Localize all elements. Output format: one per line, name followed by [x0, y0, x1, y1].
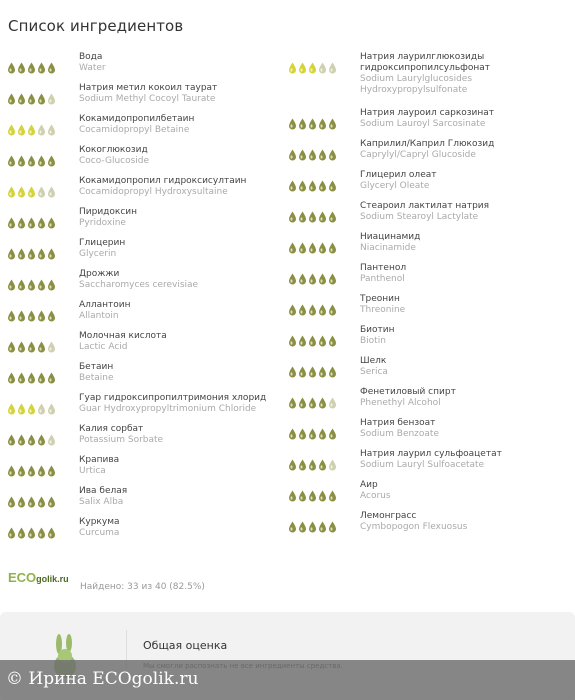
ingredient-name-ru: Лемонграсс	[360, 511, 417, 521]
drop-icon	[288, 428, 297, 439]
rating-drops	[7, 496, 79, 507]
ingredient-name-ru: Ниацинамид	[360, 232, 421, 242]
ingredient-row[interactable]	[7, 207, 137, 229]
drop-icon	[318, 118, 327, 129]
drop-icon	[288, 304, 297, 315]
drop-icon	[308, 211, 317, 222]
drop-icon	[27, 341, 36, 352]
ingredient-name-en: Cymbopogon Flexuosus	[360, 522, 468, 532]
drop-icon	[328, 273, 337, 284]
rating-drops	[7, 62, 79, 73]
drop-icon	[47, 465, 56, 476]
rating-drops	[288, 304, 360, 315]
drop-icon	[288, 335, 297, 346]
drop-icon	[47, 434, 56, 445]
drop-icon	[298, 304, 307, 315]
drop-icon	[7, 341, 16, 352]
drop-icon	[17, 217, 26, 228]
drop-icon	[298, 397, 307, 408]
drop-icon	[47, 248, 56, 259]
drop-icon	[37, 465, 46, 476]
rating-drops	[7, 155, 79, 166]
drop-icon	[318, 490, 327, 501]
drop-icon	[47, 217, 56, 228]
overall-rating-title: Общая оценка	[143, 639, 228, 652]
drop-icon	[328, 459, 337, 470]
drop-icon	[47, 155, 56, 166]
ingredient-name-ru: Треонин	[360, 294, 400, 304]
drop-icon	[37, 372, 46, 383]
drop-icon	[27, 217, 36, 228]
ingredient-row[interactable]	[7, 83, 217, 105]
rating-drops	[288, 180, 360, 191]
drop-icon	[288, 149, 297, 160]
ingredient-row[interactable]	[288, 387, 456, 409]
ingredient-row[interactable]	[7, 362, 114, 384]
ecogolik-logo[interactable]	[8, 570, 69, 585]
ingredient-name-en: Urtica	[79, 466, 106, 476]
ingredient-name-ru: Натрия лаурил сульфоацетат	[360, 449, 502, 459]
drop-icon	[37, 496, 46, 507]
drop-icon	[308, 521, 317, 532]
ingredient-name-ru: Кокамидопропилбетаин	[79, 114, 195, 124]
ingredient-name-en: Salix Alba	[79, 497, 124, 507]
ingredient-name-ru: Ива белая	[79, 486, 128, 496]
ingredient-name-en: Allantoin	[79, 311, 119, 321]
ingredient-name-ru: Биотин	[360, 325, 395, 335]
drop-icon	[298, 521, 307, 532]
ingredient-row[interactable]	[288, 139, 494, 161]
drop-icon	[318, 149, 327, 160]
drop-icon	[308, 149, 317, 160]
drop-icon	[37, 217, 46, 228]
page-title: Список ингредиентов	[8, 17, 184, 35]
ingredient-name-ru: Вода	[79, 52, 103, 62]
drop-icon	[298, 242, 307, 253]
drop-icon	[298, 335, 307, 346]
ingredient-row[interactable]	[7, 238, 125, 260]
rating-drops	[288, 366, 360, 377]
ingredient-name-ru: Шелк	[360, 356, 387, 366]
ingredient-name-ru: Бетаин	[79, 362, 114, 372]
ingredient-name-en: Sodium Stearoyl Lactylate	[360, 212, 479, 222]
ingredient-row[interactable]	[7, 455, 119, 477]
drop-icon	[328, 242, 337, 253]
drop-icon	[298, 62, 307, 73]
drop-icon	[7, 465, 16, 476]
rating-drops	[7, 186, 79, 197]
drop-icon	[298, 118, 307, 129]
ingredient-name-en: Lactic Acid	[79, 342, 128, 352]
drop-icon	[17, 248, 26, 259]
drop-icon	[37, 62, 46, 73]
rating-drops	[288, 211, 360, 222]
drop-icon	[47, 527, 56, 538]
drop-icon	[288, 62, 297, 73]
ingredient-name-ru: Кокамидопропил гидроксисултаин	[79, 176, 247, 186]
ingredient-name-en: Potassium Sorbate	[79, 435, 164, 445]
drop-icon	[308, 304, 317, 315]
watermark-footer	[0, 660, 575, 700]
drop-icon	[328, 335, 337, 346]
drop-icon	[7, 279, 16, 290]
drop-icon	[308, 428, 317, 439]
drop-icon	[328, 180, 337, 191]
drop-icon	[318, 242, 327, 253]
drop-icon	[328, 304, 337, 315]
drop-icon	[17, 496, 26, 507]
rating-drops	[288, 521, 360, 532]
ingredient-name-en: Curcuma	[79, 528, 120, 538]
ingredient-name-ru: Фенетиловый спирт	[360, 387, 456, 397]
drop-icon	[27, 248, 36, 259]
drop-icon	[7, 248, 16, 259]
drop-icon	[47, 372, 56, 383]
drop-icon	[27, 62, 36, 73]
drop-icon	[47, 341, 56, 352]
drop-icon	[288, 273, 297, 284]
ingredient-row[interactable]	[288, 232, 420, 254]
drop-icon	[318, 211, 327, 222]
ingredient-name-en: Sodium Laurylglucosides Hydroxypropylsulfonate	[360, 74, 473, 95]
drop-icon	[318, 428, 327, 439]
ingredient-name-ru: Дрожжи	[79, 269, 120, 279]
drop-icon	[47, 93, 56, 104]
drop-icon	[7, 496, 16, 507]
ingredient-name-en: Biotin	[360, 336, 386, 346]
drop-icon	[27, 434, 36, 445]
rating-drops	[7, 434, 79, 445]
ingredient-name-ru: Аллантоин	[79, 300, 131, 310]
drop-icon	[37, 527, 46, 538]
drop-icon	[308, 459, 317, 470]
drop-icon	[17, 527, 26, 538]
ingredient-name-en: Saccharomyces cerevisiae	[79, 280, 199, 290]
rating-drops	[288, 490, 360, 501]
ingredient-name-ru: Пантенол	[360, 263, 407, 273]
rating-drops	[288, 62, 360, 73]
logo-golik-text: golik.ru	[36, 574, 69, 584]
drop-icon	[308, 118, 317, 129]
drop-icon	[308, 397, 317, 408]
ingredient-row[interactable]	[7, 517, 120, 539]
drop-icon	[328, 521, 337, 532]
ingredient-row[interactable]	[7, 145, 149, 167]
drop-icon	[17, 93, 26, 104]
drop-icon	[288, 118, 297, 129]
drop-icon	[288, 242, 297, 253]
drop-icon	[7, 155, 16, 166]
rating-drops	[288, 149, 360, 160]
drop-icon	[298, 428, 307, 439]
ingredient-row[interactable]	[288, 263, 406, 285]
ingredient-row[interactable]	[288, 325, 395, 347]
ingredient-row[interactable]	[288, 356, 388, 378]
ingredient-name-ru: Натрия лаурилглюкозиды гидроксипропилсульфонат	[360, 52, 491, 73]
ingredient-name-ru: Глицерин	[79, 238, 126, 248]
drop-icon	[17, 62, 26, 73]
ingredient-name-en: Phenethyl Alcohol	[360, 398, 441, 408]
ingredient-name-ru: Натрия бензоат	[360, 418, 436, 428]
ingredient-name-en: Caprylyl/Capryl Glucoside	[360, 150, 476, 160]
drop-icon	[27, 403, 36, 414]
ingredient-name-ru: Кокоглюкозид	[79, 145, 148, 155]
drop-icon	[318, 397, 327, 408]
drop-icon	[298, 490, 307, 501]
ingredient-row[interactable]	[288, 170, 436, 192]
drop-icon	[328, 366, 337, 377]
drop-icon	[27, 465, 36, 476]
drop-icon	[298, 459, 307, 470]
rating-drops	[7, 279, 79, 290]
drop-icon	[298, 211, 307, 222]
ingredient-name-en: Water	[79, 63, 106, 73]
ingredient-name-ru: Глицерил олеат	[360, 170, 437, 180]
rating-drops	[288, 273, 360, 284]
drop-icon	[17, 124, 26, 135]
rating-drops	[288, 428, 360, 439]
drop-icon	[27, 279, 36, 290]
drop-icon	[47, 279, 56, 290]
rating-drops	[7, 310, 79, 321]
drop-icon	[328, 149, 337, 160]
drop-icon	[308, 242, 317, 253]
rating-drops	[288, 335, 360, 346]
ingredient-name-en: Sodium Benzoate	[360, 429, 439, 439]
ingredient-name-en: Panthenol	[360, 274, 405, 284]
drop-icon	[37, 279, 46, 290]
rating-drops	[7, 93, 79, 104]
rating-drops	[7, 217, 79, 228]
rating-drops	[288, 242, 360, 253]
drop-icon	[328, 118, 337, 129]
ingredient-name-en: Acorus	[360, 491, 391, 501]
drop-icon	[288, 521, 297, 532]
ingredient-row[interactable]	[7, 424, 163, 446]
drop-icon	[318, 180, 327, 191]
ingredient-name-ru: Куркума	[79, 517, 120, 527]
ingredient-name-en: Sodium Lauryl Sulfoacetate	[360, 460, 485, 470]
drop-icon	[318, 459, 327, 470]
drop-icon	[27, 93, 36, 104]
drop-icon	[288, 180, 297, 191]
drop-icon	[17, 186, 26, 197]
drop-icon	[17, 279, 26, 290]
ingredient-row[interactable]	[288, 108, 494, 130]
drop-icon	[288, 397, 297, 408]
drop-icon	[288, 366, 297, 377]
drop-icon	[17, 155, 26, 166]
drop-icon	[318, 273, 327, 284]
drop-icon	[37, 155, 46, 166]
rating-drops	[288, 118, 360, 129]
ingredient-name-en: Cocamidopropyl Hydroxysultaine	[79, 187, 228, 197]
drop-icon	[7, 186, 16, 197]
drop-icon	[17, 434, 26, 445]
drop-icon	[288, 211, 297, 222]
drop-icon	[7, 403, 16, 414]
ingredient-name-ru: Аир	[360, 480, 378, 490]
ingredient-row[interactable]	[288, 511, 467, 533]
drop-icon	[7, 310, 16, 321]
ingredient-name-ru: Каприлил/Каприл Глюкозид	[360, 139, 495, 149]
drop-icon	[328, 490, 337, 501]
drop-icon	[37, 124, 46, 135]
drop-icon	[318, 521, 327, 532]
drop-icon	[27, 310, 36, 321]
ingredient-row[interactable]	[288, 201, 489, 223]
drop-icon	[288, 490, 297, 501]
drop-icon	[308, 273, 317, 284]
rating-drops	[7, 341, 79, 352]
rating-drops	[288, 459, 360, 470]
drop-icon	[17, 341, 26, 352]
ingredient-row[interactable]	[7, 300, 131, 322]
drop-icon	[308, 180, 317, 191]
rating-drops	[7, 248, 79, 259]
ingredient-row[interactable]	[288, 52, 510, 96]
drop-icon	[27, 527, 36, 538]
drop-icon	[298, 366, 307, 377]
ingredient-name-en: Serica	[360, 367, 388, 377]
ingredient-row[interactable]	[288, 418, 439, 440]
ingredient-name-ru: Натрия лауроил саркозинат	[360, 108, 495, 118]
ingredient-name-ru: Молочная кислота	[79, 331, 167, 341]
ingredient-name-en: Sodium Methyl Cocoyl Taurate	[79, 94, 216, 104]
drop-icon	[7, 93, 16, 104]
drop-icon	[17, 465, 26, 476]
ingredient-name-en: Betaine	[79, 373, 114, 383]
ingredient-row[interactable]	[7, 52, 106, 74]
drop-icon	[308, 62, 317, 73]
drop-icon	[7, 372, 16, 383]
ingredient-row[interactable]	[7, 486, 127, 508]
drop-icon	[27, 186, 36, 197]
drop-icon	[328, 428, 337, 439]
ingredient-name-en: Glycerin	[79, 249, 117, 259]
rating-drops	[7, 465, 79, 476]
rating-drops	[7, 403, 79, 414]
drop-icon	[7, 217, 16, 228]
watermark-text: © Ирина ECOgolik.ru	[6, 669, 199, 689]
drop-icon	[37, 434, 46, 445]
drop-icon	[308, 335, 317, 346]
drop-icon	[47, 403, 56, 414]
ingredient-name-ru: Калия сорбат	[79, 424, 144, 434]
drop-icon	[17, 372, 26, 383]
drop-icon	[37, 310, 46, 321]
rating-drops	[288, 397, 360, 408]
drop-icon	[17, 310, 26, 321]
drop-icon	[288, 459, 297, 470]
drop-icon	[27, 124, 36, 135]
drop-icon	[47, 186, 56, 197]
drop-icon	[37, 403, 46, 414]
drop-icon	[17, 403, 26, 414]
ingredient-name-en: Sodium Lauroyl Sarcosinate	[360, 119, 486, 129]
rating-drops	[7, 527, 79, 538]
drop-icon	[47, 496, 56, 507]
drop-icon	[27, 372, 36, 383]
ingredient-name-en: Guar Hydroxypropyltrimonium Chloride	[79, 404, 257, 414]
drop-icon	[318, 335, 327, 346]
drop-icon	[27, 155, 36, 166]
ingredient-name-en: Threonine	[360, 305, 406, 315]
drop-icon	[7, 527, 16, 538]
drop-icon	[37, 186, 46, 197]
drop-icon	[37, 248, 46, 259]
drop-icon	[37, 93, 46, 104]
ingredient-row[interactable]	[7, 331, 167, 353]
ingredient-name-ru: Крапива	[79, 455, 120, 465]
drop-icon	[7, 124, 16, 135]
drop-icon	[37, 341, 46, 352]
ingredient-row[interactable]	[7, 393, 266, 415]
drop-icon	[308, 490, 317, 501]
ingredient-row[interactable]	[7, 269, 198, 291]
ingredient-row[interactable]	[7, 114, 194, 136]
drop-icon	[298, 149, 307, 160]
ingredient-name-en: Coco-Glucoside	[79, 156, 150, 166]
ingredient-name-en: Glyceryl Oleate	[360, 181, 430, 191]
drop-icon	[318, 62, 327, 73]
ingredient-name-ru: Стеароил лактилат натрия	[360, 201, 490, 211]
drop-icon	[47, 62, 56, 73]
drop-icon	[298, 273, 307, 284]
ingredient-row[interactable]	[288, 449, 502, 471]
ingredient-row[interactable]	[288, 294, 405, 316]
drop-icon	[328, 62, 337, 73]
drop-icon	[47, 124, 56, 135]
ingredient-name-en: Niacinamide	[360, 243, 416, 253]
drop-icon	[7, 62, 16, 73]
found-count: Найдено: 33 из 40 (82.5%)	[80, 582, 205, 592]
ingredient-name-ru: Гуар гидроксипропилтримония хлорид	[79, 393, 267, 403]
ingredient-row[interactable]	[7, 176, 246, 198]
drop-icon	[27, 496, 36, 507]
ingredient-name-en: Cocamidopropyl Betaine	[79, 125, 190, 135]
drop-icon	[298, 180, 307, 191]
ingredient-row[interactable]	[288, 480, 391, 502]
ingredient-name-en: Pyridoxine	[79, 218, 126, 228]
logo-eco-text: ECO	[8, 570, 37, 585]
rating-drops	[7, 124, 79, 135]
drop-icon	[328, 211, 337, 222]
drop-icon	[328, 397, 337, 408]
drop-icon	[47, 310, 56, 321]
drop-icon	[318, 366, 327, 377]
rating-drops	[7, 372, 79, 383]
ingredient-name-ru: Пиридоксин	[79, 207, 138, 217]
drop-icon	[308, 366, 317, 377]
drop-icon	[318, 304, 327, 315]
ingredient-name-ru: Натрия метил кокоил таурат	[79, 83, 218, 93]
drop-icon	[7, 434, 16, 445]
